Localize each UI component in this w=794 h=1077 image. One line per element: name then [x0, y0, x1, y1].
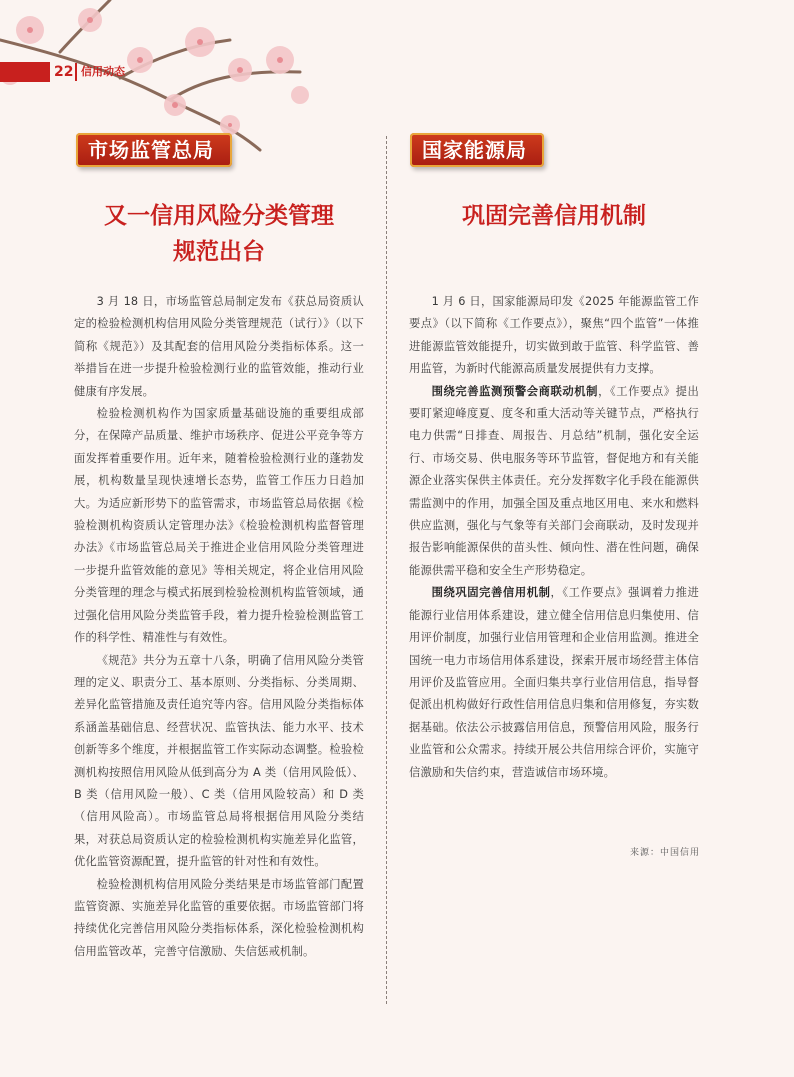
plum-blossom-decoration [0, 0, 794, 200]
right-source-badge: 国家能源局 [410, 133, 544, 167]
page-number: 22 [54, 64, 74, 80]
left-paragraph: 3 月 18 日，市场监管总局制定发布《获总局资质认定的检验检测机构信用风险分类管理规范（试行）》（以下简称《规范》）及其配套的信用风险分类指标体系。这一举措旨在进一步提升检验检测行业的监管效能，推动行业健康有序发展。 [74, 295, 364, 398]
left-article-title [74, 198, 364, 270]
section-title: 信用动态 [81, 65, 125, 78]
right-article-title: 巩固完善信用机制 [462, 202, 646, 229]
right-paragraph-3 [409, 582, 699, 784]
left-paragraph: 《规范》共分为五章十八条，明确了信用风险分类管理的定义、职责分工、基本原则、分类指标、分类周期、差异化监管措施及责任追究等内容。信用风险分类指标体系涵盖基础信息、经营状况、监管执法、能力水平、技术创新等多个维度，并根据监管工作实际动态调整。检验检测机构按照信用风险从低到高分为 A 类（信用风险低）、B 类（信用风险一般）、C 类（信用风险较高）和 D 类（信用风险高）。市场监管总局将根据信用风险分类结果，对获总局资质认定的检验检测机构实施差异化监管，优化监管资源配置，提升监管的针对性和有效性。 [74, 653, 364, 869]
right-p2-lead: 围绕完善监测预警会商联动机制 [431, 384, 599, 398]
left-paragraph: 检验检测机构作为国家质量基础设施的重要组成部分，在保障产品质量、维护市场秩序、促进公平竞争等方面发挥着重要作用。近年来，随着检验检测行业的蓬勃发展，机构数量呈现快速增长态势，监管工作压力日趋加大。为适应新形势下的监管需求，市场监管总局依据《检验检测机构资质认定管理办法》《检验检测机构监督管理办法》《市场监管总局关于推进企业信用风险分类管理进一步提升监管效能的意见》等相关规定，将企业信用风险分类管理的理念与模式拓展到检验检测机构监管领域，通过强化信用风险分类监管手段，着力提升检验检测监管工作的科学性、精准性与有效性。 [74, 407, 364, 645]
left-title-line2: 规范出台 [173, 238, 265, 265]
header-accent-bar [0, 62, 50, 82]
header-separator [75, 63, 77, 81]
right-p3-lead: 围绕巩固完善信用机制 [431, 586, 551, 600]
right-p3-text: ，《工作要点》强调着力推进能源行业信用体系建设，建立健全信用信息归集使用、信用评价制度，加强行业信用管理和企业信用监测。推进全国统一电力市场信用体系建设，探索开展市场经营主体信用评价及监管应用。全面归集共享行业信用信息，指导督促派出机构做好行政性信用信息归集和信用修复，夯实数据基础。依法公示披露信用信息，预警信用风险，服务行业监管和公众需求。持续开展公共信用综合评价，实施守信激励和失信约束，营造诚信市场环境。 [409, 586, 699, 779]
left-source-badge: 市场监管总局 [76, 133, 232, 167]
right-article-body [409, 291, 699, 784]
right-paragraph-2 [409, 381, 699, 583]
article-source: 来源：中国信用 [629, 848, 700, 858]
right-p2-text: ，《工作要点》提出要盯紧迎峰度夏、度冬和重大活动等关键节点，严格执行电力供需“日排查、周报告、月总结”机制，强化安全运行、市场交易、供电服务等环节监管，督促地方和有关能源企业落实保供主体责任。充分发挥数字化手段在能源供需监测中的作用，加强全国及重点地区用电、来水和燃料供应监测，强化与气象等有关部门会商联动，及时发现并报告影响能源保供的苗头性、倾向性、潜在性问题，确保能源供需平稳和安全生产形势稳定。 [409, 384, 700, 577]
left-paragraph: 检验检测机构信用风险分类结果是市场监管部门配置监管资源、实施差异化监管的重要依据。市场监管部门将持续优化完善信用风险分类指标体系，深化检验检测机构信用监管改革，完善守信激励、失信惩戒机制。 [74, 877, 364, 958]
right-intro-paragraph: 1 月 6 日，国家能源局印发《2025 年能源监管工作要点》（以下简称《工作要点》），聚焦“四个监管”一体推进能源监管效能提升，切实做到敢于监管、科学监管、善用监管，为新时代能源高质量发展提供有力支撑。 [409, 295, 699, 376]
left-article-body [74, 291, 364, 963]
column-divider [386, 136, 387, 1004]
left-title-line1: 又一信用风险分类管理 [104, 202, 334, 229]
